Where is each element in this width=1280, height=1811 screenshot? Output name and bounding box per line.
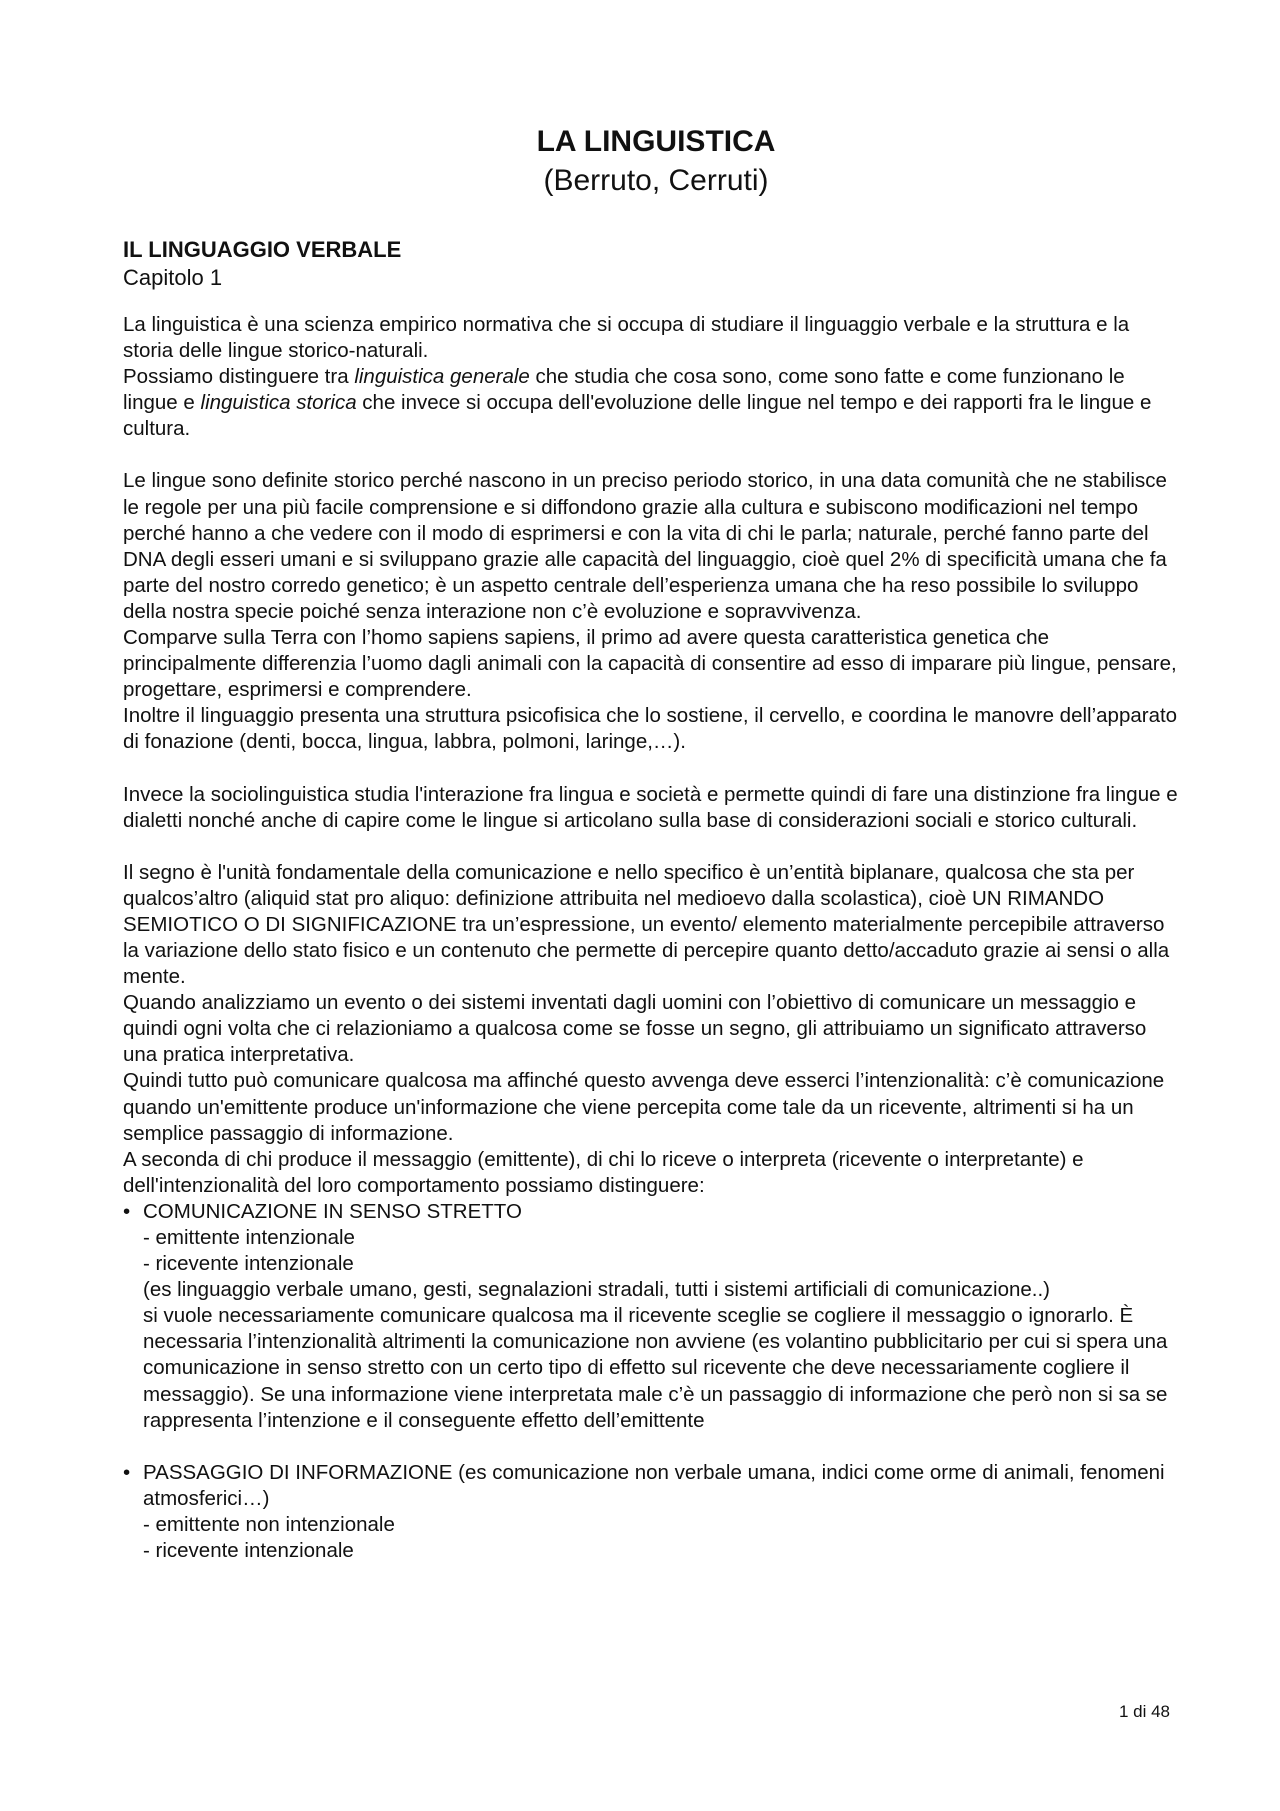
paragraph: Quando analizziamo un evento o dei sistemi inventati dagli uomini con l’obiettivo di comunicare un messaggio e quindi ogni volta che ci relazioniamo a qualcosa come se fosse un segno, gli attribuiamo un significato attraverso una pratica interpretativa.: [123, 991, 1147, 1067]
document-body: [123, 236, 1183, 1564]
paragraph: Il segno è l'unità fondamentale della comunicazione e nello specifico è un’entità biplanare, qualcosa che sta per qualcos’altro (aliquid stat pro aliquo: definizione attribuita nel medioevo dalla scolastica), cioè UN RIMANDO SEMIOTICO O DI SIGNIFICAZIONE tra un’espressione, un evento/ elemento materialmente percepibile attraverso la variazione dello stato fisico e un contenuto che permette di percepire quanto detto/accaduto grazie ai sensi o alla mente.: [123, 860, 1170, 989]
list-item-line: - ricevente intenzionale: [143, 1252, 354, 1276]
list-item-line: - ricevente intenzionale: [143, 1539, 354, 1563]
bullet-icon: •: [123, 1460, 131, 1484]
list-item-line: (es linguaggio verbale umano, gesti, segnalazioni stradali, tutti i sistemi artificiali di comunicazione..): [143, 1278, 1050, 1302]
paragraph: Inoltre il linguaggio presenta una struttura psicofisica che lo sostiene, il cervello, e coordina le manovre dell’apparato di fonazione (denti, bocca, lingua, labbra, polmoni, laringe,…).: [123, 704, 1178, 754]
section-heading: IL LINGUAGGIO VERBALE: [123, 237, 402, 262]
paragraph: La linguistica è una scienza empirico normativa che si occupa di studiare il linguaggio verbale e la struttura e la storia delle lingue storico-naturali.: [123, 313, 1130, 363]
paragraph: Invece la sociolinguistica studia l'interazione fra lingua e società e permette quindi di fare una distinzione fra lingue e dialetti nonché anche di capire come le lingue si articolano sulla base di considerazioni sociali e storico culturali.: [123, 782, 1178, 832]
term-general-linguistics: linguistica generale: [354, 365, 530, 389]
paragraph: Le lingue sono definite storico perché nascono in un preciso periodo storico, in una data comunità che ne stabilisce le regole per una più facile comprensione e si diffondono grazie alla cultura e subiscono modificazioni nel tempo perché hanno a che vedere con il modo di esprimersi e con la vita di chi le parla; naturale, perché fanno parte del DNA degli esseri umani e si sviluppano grazie alle capacità del linguaggio, cioè quel 2% di specificità umana che fa parte del nostro corredo genetico; è un aspetto centrale dell’esperienza umana che ha reso possibile lo sviluppo della nostra specie poiché senza interazione non c’è evoluzione e sopravvivenza.: [123, 469, 1167, 623]
paragraph: Quindi tutto può comunicare qualcosa ma affinché questo avvenga deve esserci l’intenzionalità: c’è comunicazione quando un'emittente produce un'informazione che viene percepita come tale da un ricevente, altrimenti si ha un semplice passaggio di informazione.: [123, 1069, 1165, 1145]
list-item-line: - emittente non intenzionale: [143, 1512, 395, 1536]
chapter-label: Capitolo 1: [123, 265, 223, 290]
list-item-heading: PASSAGGIO DI INFORMAZIONE (es comunicazione non verbale umana, indici come orme di animali, fenomeni atmosferici…): [143, 1460, 1165, 1510]
paragraph: Possiamo distinguere tra linguistica generale che studia che cosa sono, come sono fatte e come funzionano le lingue e linguistica storica che invece si occupa dell'evoluzione delle lingue nel tempo e dei rapporti fra le lingue e cultura.: [123, 365, 1152, 441]
document-title: LA LINGUISTICA: [536, 125, 776, 158]
list-item-line: - emittente intenzionale: [143, 1226, 355, 1249]
title-block: [0, 122, 1280, 200]
list-item-heading: COMUNICAZIONE IN SENSO STRETTO: [143, 1199, 522, 1223]
bullet-icon: •: [123, 1199, 131, 1223]
list-item: [123, 1460, 1183, 1564]
list-item-line: si vuole necessariamente comunicare qualcosa ma il ricevente sceglie se cogliere il messaggio o ignorarlo. È necessaria l’intenzionalità altrimenti la comunicazione non avviene (es volantino pubblicitario per cui si spera una comunicazione in senso stretto con un certo tipo di effetto sul ricevente che deve necessariamente cogliere il messaggio). Se una informazione viene interpretata male c’è un passaggio di informazione che però non si sa se rappresenta l’intenzione e il conseguente effetto dell’emittente: [143, 1304, 1168, 1432]
page-number: 1 di 48: [1118, 1702, 1170, 1721]
paragraph: A seconda di chi produce il messaggio (emittente), di chi lo riceve o interpreta (ricevente o interpretante) e dell'intenzionalità del loro comportamento possiamo distinguere:: [123, 1147, 1084, 1197]
document-authors: (Berruto, Cerruti): [543, 164, 769, 197]
term-historical-linguistics: linguistica storica: [200, 391, 357, 415]
paragraph: Comparve sulla Terra con l’homo sapiens sapiens, il primo ad avere questa caratteristica genetica che principalmente differenzia l’uomo dagli animali con la capacità di consentire ad esso di imparare più lingue, pensare, progettare, esprimersi e comprendere.: [123, 626, 1177, 702]
list-item: [123, 1199, 1183, 1434]
